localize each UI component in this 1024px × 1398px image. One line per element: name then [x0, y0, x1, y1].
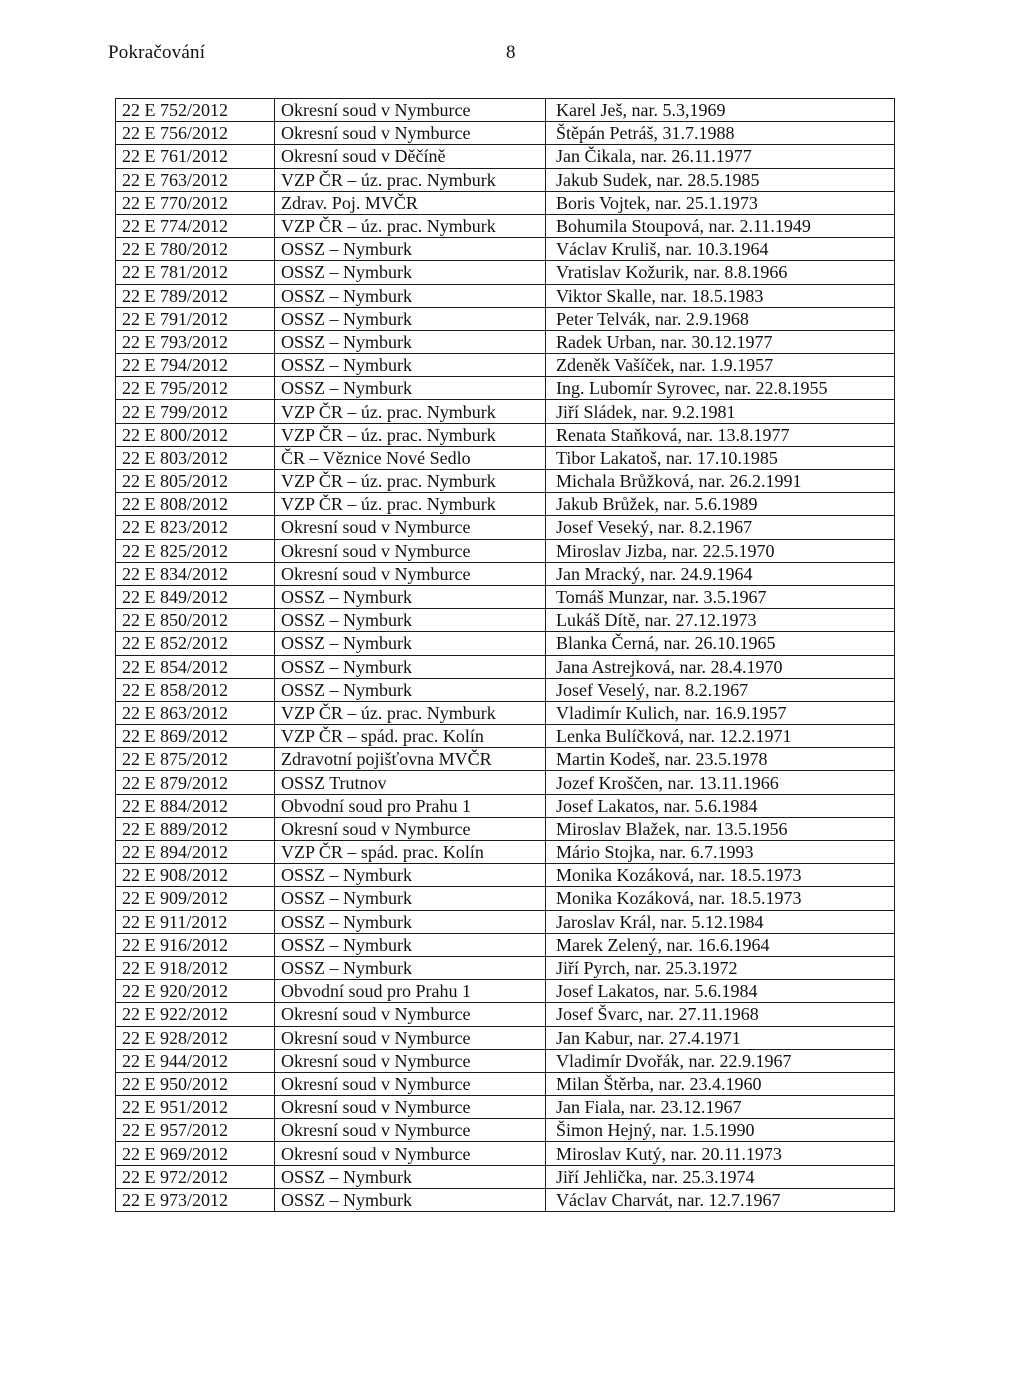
- table-row: [116, 1026, 895, 1049]
- table-row: [116, 771, 895, 794]
- case-number-cell: 22 E 972/2012: [116, 1165, 275, 1188]
- institution-cell: Obvodní soud pro Prahu 1: [275, 794, 546, 817]
- table-row: [116, 330, 895, 353]
- institution-cell: VZP ČR – úz. prac. Nymburk: [275, 701, 546, 724]
- institution-cell: Zdrav. Poj. MVČR: [275, 191, 546, 214]
- table-row: [116, 701, 895, 724]
- person-cell: Jan Kabur, nar. 27.4.1971: [546, 1026, 895, 1049]
- case-number-cell: 22 E 795/2012: [116, 377, 275, 400]
- institution-cell: OSSZ Trutnov: [275, 771, 546, 794]
- case-number-cell: 22 E 908/2012: [116, 864, 275, 887]
- person-cell: Štěpán Petráš, 31.7.1988: [546, 122, 895, 145]
- table-row: [116, 261, 895, 284]
- institution-cell: Zdravotní pojišťovna MVČR: [275, 748, 546, 771]
- institution-cell: Okresní soud v Nymburce: [275, 1026, 546, 1049]
- person-cell: Josef Veseký, nar. 8.2.1967: [546, 516, 895, 539]
- table-row: [116, 238, 895, 261]
- institution-cell: OSSZ – Nymburk: [275, 655, 546, 678]
- table-row: [116, 1049, 895, 1072]
- table-row: [116, 1003, 895, 1026]
- table-row: [116, 817, 895, 840]
- person-cell: Miroslav Blažek, nar. 13.5.1956: [546, 817, 895, 840]
- person-cell: Jan Mracký, nar. 24.9.1964: [546, 562, 895, 585]
- person-cell: Jiří Pyrch, nar. 25.3.1972: [546, 956, 895, 979]
- person-cell: Blanka Černá, nar. 26.10.1965: [546, 632, 895, 655]
- person-cell: Josef Lakatos, nar. 5.6.1984: [546, 794, 895, 817]
- case-number-cell: 22 E 799/2012: [116, 400, 275, 423]
- case-number-cell: 22 E 774/2012: [116, 214, 275, 237]
- institution-cell: Okresní soud v Nymburce: [275, 1096, 546, 1119]
- case-number-cell: 22 E 825/2012: [116, 539, 275, 562]
- institution-cell: Okresní soud v Nymburce: [275, 1049, 546, 1072]
- person-cell: Radek Urban, nar. 30.12.1977: [546, 330, 895, 353]
- table-row: [116, 1188, 895, 1211]
- case-number-cell: 22 E 969/2012: [116, 1142, 275, 1165]
- case-number-cell: 22 E 834/2012: [116, 562, 275, 585]
- person-cell: Lukáš Dítě, nar. 27.12.1973: [546, 609, 895, 632]
- case-number-cell: 22 E 889/2012: [116, 817, 275, 840]
- table-row: [116, 1142, 895, 1165]
- case-number-cell: 22 E 869/2012: [116, 725, 275, 748]
- institution-cell: ČR – Věznice Nové Sedlo: [275, 446, 546, 469]
- person-cell: Viktor Skalle, nar. 18.5.1983: [546, 284, 895, 307]
- institution-cell: Okresní soud v Nymburce: [275, 1142, 546, 1165]
- person-cell: Mário Stojka, nar. 6.7.1993: [546, 841, 895, 864]
- institution-cell: OSSZ – Nymburk: [275, 864, 546, 887]
- table-row: [116, 470, 895, 493]
- table-row: [116, 191, 895, 214]
- institution-cell: Okresní soud v Nymburce: [275, 1072, 546, 1095]
- person-cell: Šimon Hejný, nar. 1.5.1990: [546, 1119, 895, 1142]
- person-cell: Marek Zelený, nar. 16.6.1964: [546, 933, 895, 956]
- case-number-cell: 22 E 894/2012: [116, 841, 275, 864]
- table-row: [116, 377, 895, 400]
- table-row: [116, 678, 895, 701]
- person-cell: Renata Staňková, nar. 13.8.1977: [546, 423, 895, 446]
- institution-cell: OSSZ – Nymburk: [275, 354, 546, 377]
- case-number-cell: 22 E 922/2012: [116, 1003, 275, 1026]
- case-number-cell: 22 E 763/2012: [116, 168, 275, 191]
- table-row: [116, 609, 895, 632]
- page-header: [108, 42, 528, 72]
- person-cell: Václav Charvát, nar. 12.7.1967: [546, 1188, 895, 1211]
- case-number-cell: 22 E 858/2012: [116, 678, 275, 701]
- person-cell: Bohumila Stoupová, nar. 2.11.1949: [546, 214, 895, 237]
- institution-cell: VZP ČR – spád. prac. Kolín: [275, 841, 546, 864]
- person-cell: Milan Štěrba, nar. 23.4.1960: [546, 1072, 895, 1095]
- institution-cell: OSSZ – Nymburk: [275, 609, 546, 632]
- table-row: [116, 122, 895, 145]
- person-cell: Josef Veselý, nar. 8.2.1967: [546, 678, 895, 701]
- table-row: [116, 933, 895, 956]
- person-cell: Tomáš Munzar, nar. 3.5.1967: [546, 585, 895, 608]
- institution-cell: VZP ČR – úz. prac. Nymburk: [275, 168, 546, 191]
- person-cell: Václav Kruliš, nar. 10.3.1964: [546, 238, 895, 261]
- institution-cell: OSSZ – Nymburk: [275, 377, 546, 400]
- institution-cell: Okresní soud v Nymburce: [275, 562, 546, 585]
- institution-cell: Obvodní soud pro Prahu 1: [275, 980, 546, 1003]
- person-cell: Vladimír Kulich, nar. 16.9.1957: [546, 701, 895, 724]
- case-number-cell: 22 E 879/2012: [116, 771, 275, 794]
- table-row: [116, 493, 895, 516]
- case-number-cell: 22 E 808/2012: [116, 493, 275, 516]
- table-row: [116, 516, 895, 539]
- person-cell: Zdeněk Vašíček, nar. 1.9.1957: [546, 354, 895, 377]
- institution-cell: Okresní soud v Děčíně: [275, 145, 546, 168]
- table-row: [116, 841, 895, 864]
- institution-cell: OSSZ – Nymburk: [275, 678, 546, 701]
- person-cell: Martin Kodeš, nar. 23.5.1978: [546, 748, 895, 771]
- institution-cell: OSSZ – Nymburk: [275, 307, 546, 330]
- continuation-heading: Pokračování: [108, 42, 206, 63]
- case-number-cell: 22 E 780/2012: [116, 238, 275, 261]
- person-cell: Jan Fiala, nar. 23.12.1967: [546, 1096, 895, 1119]
- table-row: [116, 585, 895, 608]
- case-number-cell: 22 E 789/2012: [116, 284, 275, 307]
- person-cell: Peter Telvák, nar. 2.9.1968: [546, 307, 895, 330]
- person-cell: Jozef Kroščen, nar. 13.11.1966: [546, 771, 895, 794]
- case-number-cell: 22 E 756/2012: [116, 122, 275, 145]
- institution-cell: VZP ČR – úz. prac. Nymburk: [275, 493, 546, 516]
- table-row: [116, 794, 895, 817]
- table-row: [116, 145, 895, 168]
- table-row: [116, 725, 895, 748]
- case-number-cell: 22 E 920/2012: [116, 980, 275, 1003]
- table-row: [116, 956, 895, 979]
- person-cell: Josef Lakatos, nar. 5.6.1984: [546, 980, 895, 1003]
- institution-cell: VZP ČR – úz. prac. Nymburk: [275, 470, 546, 493]
- institution-cell: OSSZ – Nymburk: [275, 585, 546, 608]
- table-row: [116, 307, 895, 330]
- institution-cell: VZP ČR – úz. prac. Nymburk: [275, 423, 546, 446]
- case-number-cell: 22 E 800/2012: [116, 423, 275, 446]
- institution-cell: Okresní soud v Nymburce: [275, 99, 546, 122]
- case-number-cell: 22 E 928/2012: [116, 1026, 275, 1049]
- person-cell: Miroslav Jizba, nar. 22.5.1970: [546, 539, 895, 562]
- institution-cell: OSSZ – Nymburk: [275, 284, 546, 307]
- case-number-cell: 22 E 950/2012: [116, 1072, 275, 1095]
- case-number-cell: 22 E 761/2012: [116, 145, 275, 168]
- institution-cell: OSSZ – Nymburk: [275, 330, 546, 353]
- person-cell: Vratislav Kožurik, nar. 8.8.1966: [546, 261, 895, 284]
- person-cell: Jiří Jehlička, nar. 25.3.1974: [546, 1165, 895, 1188]
- institution-cell: OSSZ – Nymburk: [275, 632, 546, 655]
- case-number-cell: 22 E 951/2012: [116, 1096, 275, 1119]
- case-number-cell: 22 E 770/2012: [116, 191, 275, 214]
- table-row: [116, 446, 895, 469]
- case-number-cell: 22 E 916/2012: [116, 933, 275, 956]
- table-row: [116, 632, 895, 655]
- table-row: [116, 980, 895, 1003]
- person-cell: Jana Astrejková, nar. 28.4.1970: [546, 655, 895, 678]
- institution-cell: Okresní soud v Nymburce: [275, 1003, 546, 1026]
- institution-cell: OSSZ – Nymburk: [275, 956, 546, 979]
- case-number-cell: 22 E 791/2012: [116, 307, 275, 330]
- table-row: [116, 887, 895, 910]
- person-cell: Monika Kozáková, nar. 18.5.1973: [546, 887, 895, 910]
- table-row: [116, 1096, 895, 1119]
- institution-cell: VZP ČR – úz. prac. Nymburk: [275, 214, 546, 237]
- institution-cell: OSSZ – Nymburk: [275, 933, 546, 956]
- table-row: [116, 214, 895, 237]
- institution-cell: Okresní soud v Nymburce: [275, 516, 546, 539]
- case-number-cell: 22 E 918/2012: [116, 956, 275, 979]
- person-cell: Jaroslav Král, nar. 5.12.1984: [546, 910, 895, 933]
- case-number-cell: 22 E 957/2012: [116, 1119, 275, 1142]
- table-row: [116, 168, 895, 191]
- case-number-cell: 22 E 944/2012: [116, 1049, 275, 1072]
- table-row: [116, 748, 895, 771]
- person-cell: Jiří Sládek, nar. 9.2.1981: [546, 400, 895, 423]
- case-table: [115, 98, 895, 1212]
- case-number-cell: 22 E 823/2012: [116, 516, 275, 539]
- institution-cell: OSSZ – Nymburk: [275, 238, 546, 261]
- institution-cell: Okresní soud v Nymburce: [275, 817, 546, 840]
- page-number: 8: [506, 42, 516, 63]
- table-row: [116, 354, 895, 377]
- table-row: [116, 400, 895, 423]
- person-cell: Josef Švarc, nar. 27.11.1968: [546, 1003, 895, 1026]
- case-number-cell: 22 E 973/2012: [116, 1188, 275, 1211]
- case-number-cell: 22 E 854/2012: [116, 655, 275, 678]
- case-number-cell: 22 E 911/2012: [116, 910, 275, 933]
- institution-cell: OSSZ – Nymburk: [275, 887, 546, 910]
- institution-cell: Okresní soud v Nymburce: [275, 539, 546, 562]
- person-cell: Jan Čikala, nar. 26.11.1977: [546, 145, 895, 168]
- case-number-cell: 22 E 793/2012: [116, 330, 275, 353]
- person-cell: Jakub Brůžek, nar. 5.6.1989: [546, 493, 895, 516]
- case-number-cell: 22 E 863/2012: [116, 701, 275, 724]
- case-number-cell: 22 E 794/2012: [116, 354, 275, 377]
- person-cell: Vladimír Dvořák, nar. 22.9.1967: [546, 1049, 895, 1072]
- table-row: [116, 1119, 895, 1142]
- case-number-cell: 22 E 752/2012: [116, 99, 275, 122]
- table-row: [116, 99, 895, 122]
- case-number-cell: 22 E 803/2012: [116, 446, 275, 469]
- institution-cell: OSSZ – Nymburk: [275, 1165, 546, 1188]
- table-row: [116, 1072, 895, 1095]
- case-number-cell: 22 E 850/2012: [116, 609, 275, 632]
- institution-cell: Okresní soud v Nymburce: [275, 1119, 546, 1142]
- institution-cell: OSSZ – Nymburk: [275, 910, 546, 933]
- table-row: [116, 864, 895, 887]
- case-number-cell: 22 E 852/2012: [116, 632, 275, 655]
- case-number-cell: 22 E 909/2012: [116, 887, 275, 910]
- person-cell: Karel Ješ, nar. 5.3,1969: [546, 99, 895, 122]
- person-cell: Tibor Lakatoš, nar. 17.10.1985: [546, 446, 895, 469]
- person-cell: Jakub Sudek, nar. 28.5.1985: [546, 168, 895, 191]
- table-row: [116, 423, 895, 446]
- institution-cell: Okresní soud v Nymburce: [275, 122, 546, 145]
- table-row: [116, 539, 895, 562]
- case-number-cell: 22 E 781/2012: [116, 261, 275, 284]
- person-cell: Ing. Lubomír Syrovec, nar. 22.8.1955: [546, 377, 895, 400]
- case-number-cell: 22 E 884/2012: [116, 794, 275, 817]
- institution-cell: OSSZ – Nymburk: [275, 261, 546, 284]
- case-number-cell: 22 E 875/2012: [116, 748, 275, 771]
- person-cell: Michala Brůžková, nar. 26.2.1991: [546, 470, 895, 493]
- table-row: [116, 655, 895, 678]
- case-number-cell: 22 E 849/2012: [116, 585, 275, 608]
- person-cell: Lenka Bulíčková, nar. 12.2.1971: [546, 725, 895, 748]
- person-cell: Boris Vojtek, nar. 25.1.1973: [546, 191, 895, 214]
- table-row: [116, 562, 895, 585]
- table-row: [116, 910, 895, 933]
- case-number-cell: 22 E 805/2012: [116, 470, 275, 493]
- institution-cell: VZP ČR – spád. prac. Kolín: [275, 725, 546, 748]
- person-cell: Monika Kozáková, nar. 18.5.1973: [546, 864, 895, 887]
- institution-cell: VZP ČR – úz. prac. Nymburk: [275, 400, 546, 423]
- institution-cell: OSSZ – Nymburk: [275, 1188, 546, 1211]
- table-row: [116, 1165, 895, 1188]
- case-table-body: [116, 99, 895, 1212]
- person-cell: Miroslav Kutý, nar. 20.11.1973: [546, 1142, 895, 1165]
- table-row: [116, 284, 895, 307]
